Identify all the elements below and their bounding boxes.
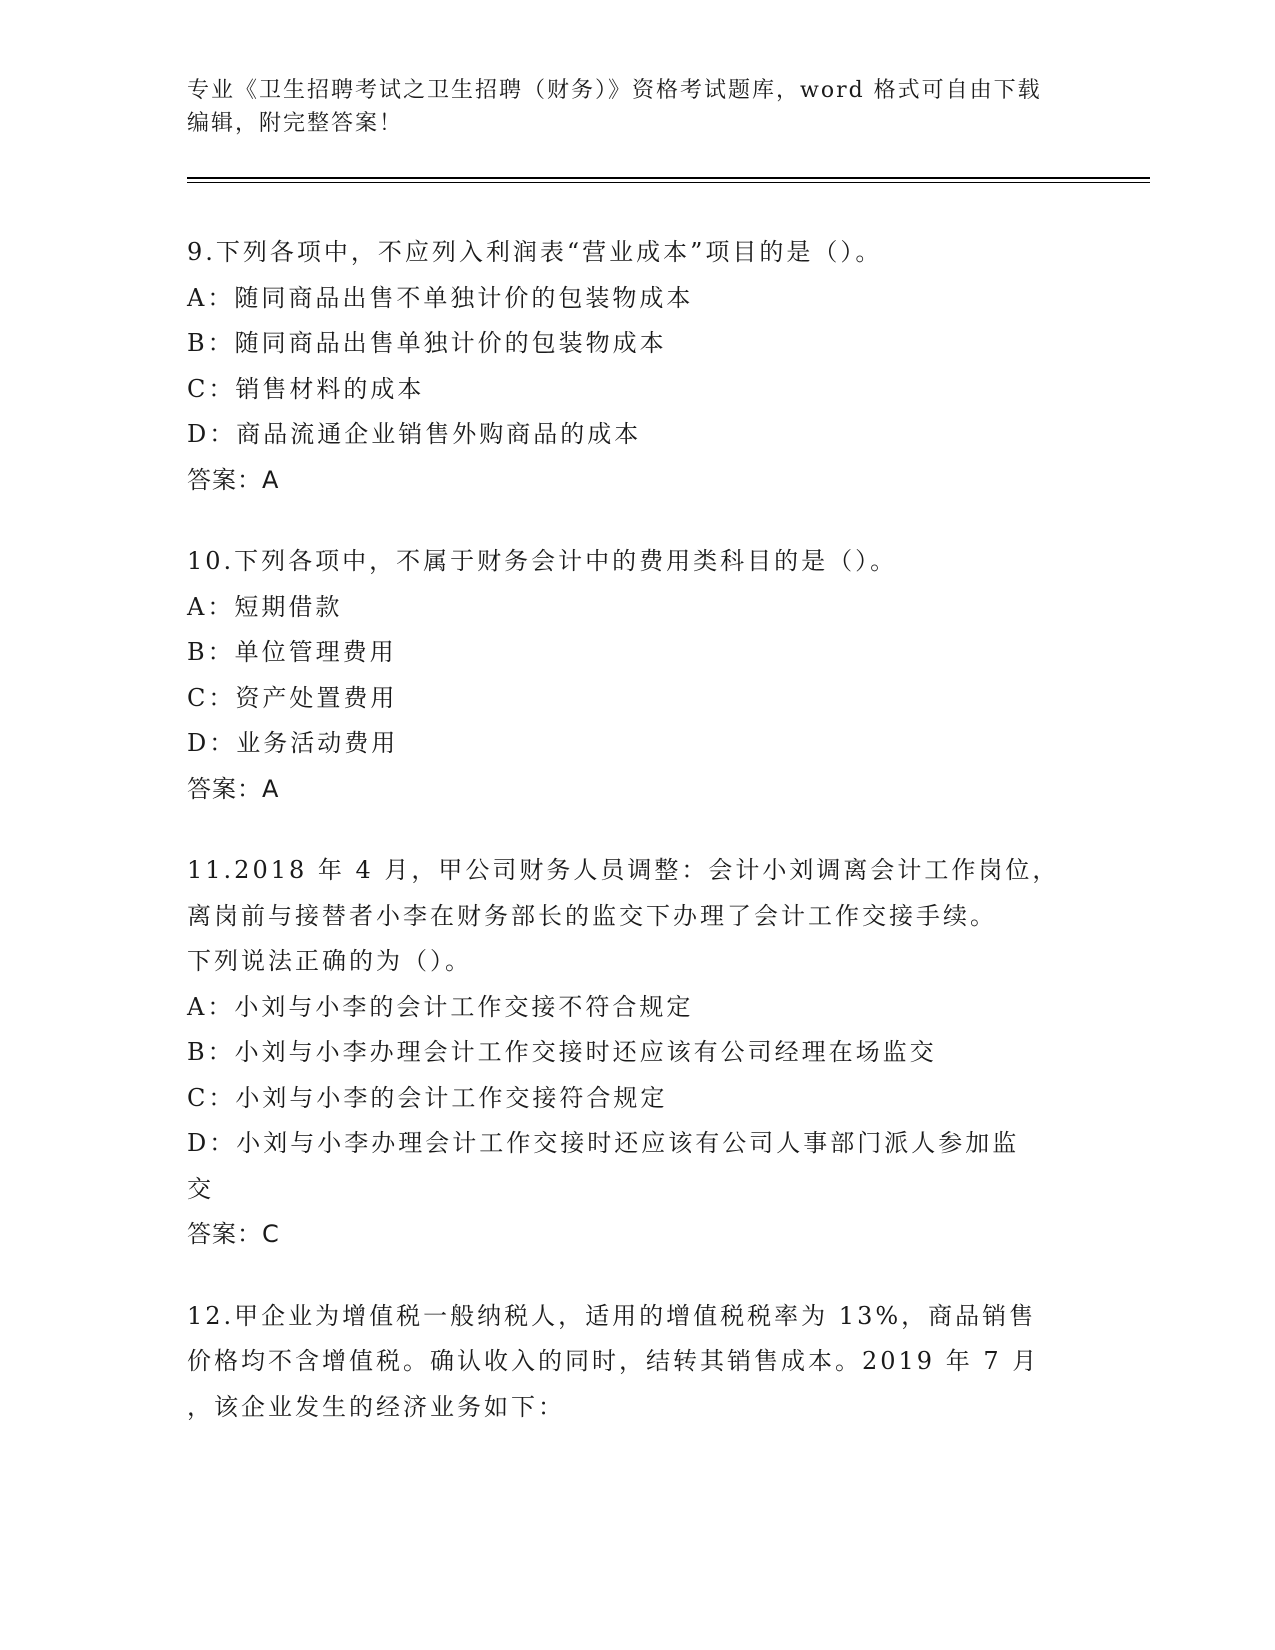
question-stem (187, 539, 1067, 585)
stem-line: 9.下列各项中，不应列入利润表“营业成本”项目的是（）。 (187, 238, 883, 266)
document-header (187, 74, 1067, 140)
option-line: A：短期借款 (187, 592, 343, 621)
question-9 (187, 230, 1067, 503)
option-a (187, 985, 1067, 1031)
question-stem (187, 230, 1067, 276)
option-line: D：商品流通企业销售外购商品的成本 (187, 420, 642, 448)
option-line: B：单位管理费用 (187, 638, 397, 666)
option-c (187, 676, 1067, 722)
option-line: A：小刘与小李的会计工作交接不符合规定 (187, 992, 694, 1021)
answer: 答案：A (187, 465, 280, 494)
stem-line: 下列说法正确的为（）。 (187, 947, 472, 975)
option-b (187, 321, 1067, 367)
option-line: 交 (187, 1174, 214, 1203)
stem-line: 12.甲企业为增值税一般纳税人，适用的增值税税率为 13%，商品销售 (187, 1301, 1037, 1330)
option-b (187, 1030, 1067, 1076)
stem-line: 离岗前与接替者小李在财务部长的监交下办理了会计工作交接手续。 (187, 901, 997, 930)
question-stem (187, 1294, 1067, 1431)
option-line: D：业务活动费用 (187, 729, 399, 757)
option-c (187, 367, 1067, 413)
option-a (187, 276, 1067, 322)
question-12 (187, 1294, 1067, 1431)
header-divider-thin (187, 182, 1150, 183)
option-line: C：销售材料的成本 (187, 374, 425, 403)
header-line: 编辑，附完整答案！ (187, 111, 404, 136)
option-line: C：小刘与小李的会计工作交接符合规定 (187, 1083, 668, 1112)
option-line: B：小刘与小李办理会计工作交接时还应该有公司经理在场监交 (187, 1038, 937, 1066)
option-a (187, 585, 1067, 631)
option-line: A：随同商品出售不单独计价的包装物成本 (187, 283, 694, 312)
option-d (187, 1121, 1067, 1212)
question-10 (187, 539, 1067, 812)
option-line: C：资产处置费用 (187, 683, 398, 712)
option-line: B：随同商品出售单独计价的包装物成本 (187, 329, 667, 357)
stem-line: ，该企业发生的经济业务如下： (187, 1392, 565, 1421)
header-divider-thick (187, 177, 1150, 179)
option-d (187, 721, 1067, 767)
option-line: D：小刘与小李办理会计工作交接时还应该有公司人事部门派人参加监 (187, 1129, 1020, 1157)
stem-line: 价格均不含增值税。确认收入的同时，结转其销售成本。2019 年 7 月 (187, 1347, 1040, 1375)
question-11 (187, 848, 1067, 1258)
answer: 答案：C (187, 1220, 280, 1248)
option-c (187, 1076, 1067, 1122)
header-line: 专业《卫生招聘考试之卫生招聘（财务）》资格考试题库，word 格式可自由下载 (187, 78, 1042, 103)
answer: 答案：A (187, 774, 280, 803)
stem-line: 11.2018 年 4 月，甲公司财务人员调整：会计小刘调离会计工作岗位， (187, 856, 1060, 884)
question-list (187, 230, 1067, 1466)
option-d (187, 412, 1067, 458)
stem-line: 10.下列各项中，不属于财务会计中的费用类科目的是（）。 (187, 547, 898, 575)
option-b (187, 630, 1067, 676)
question-stem (187, 848, 1067, 985)
